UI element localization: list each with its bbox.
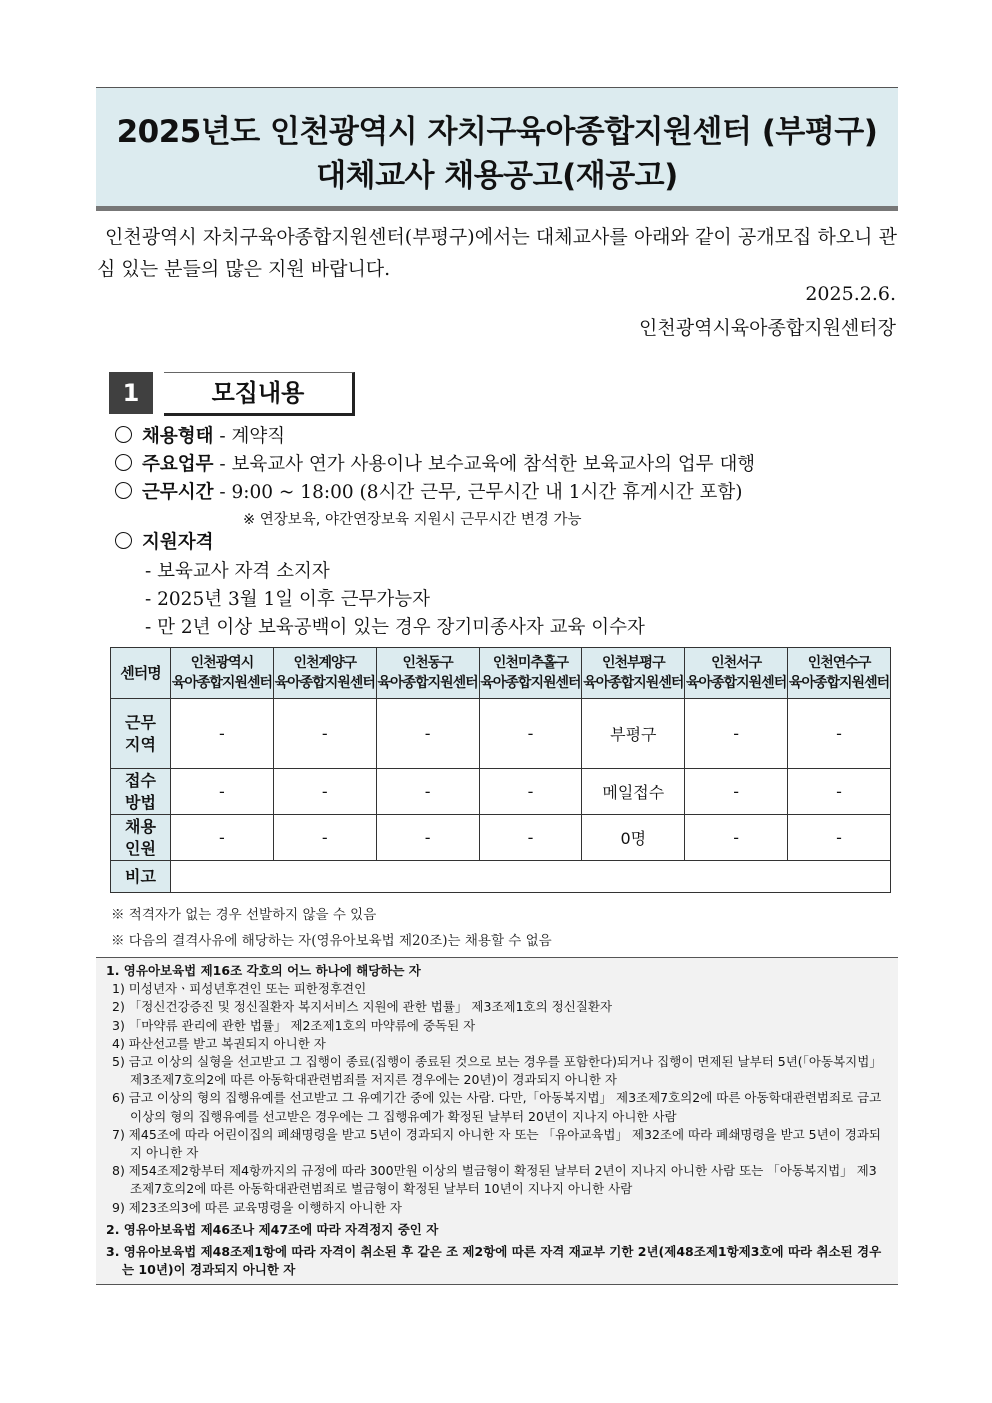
remark-cell: [171, 861, 891, 893]
circle-bullet-icon: [115, 426, 132, 443]
item-work-hours: 근무시간 - 9:00 ~ 18:00 (8시간 근무, 근무시간 내 1시간 휴게시간 포함): [115, 478, 742, 504]
row-label: 채용 인원: [111, 815, 171, 861]
circle-bullet-icon: [115, 454, 132, 471]
circle-bullet-icon: [115, 482, 132, 499]
item-qualifications: 지원자격: [115, 528, 213, 554]
section-title: 모집내용: [164, 372, 355, 416]
table-row: [111, 815, 891, 861]
table-cell: -: [376, 769, 479, 815]
page-subtitle: 대체교사 채용공고(재공고): [316, 158, 678, 194]
row-label: 근무 지역: [111, 699, 171, 769]
qual-item: - 2025년 3월 1일 이후 근무가능자: [145, 589, 430, 610]
table-cell: -: [479, 815, 582, 861]
note-line: ※ 다음의 결격사유에 해당하는 자(영유아보육법 제20조)는 채용할 수 없음: [111, 933, 552, 949]
table-cell: -: [171, 815, 274, 861]
table-cell: -: [273, 815, 376, 861]
circle-bullet-icon: [115, 532, 132, 549]
table-cell: 부평구: [582, 699, 685, 769]
disqual-item: 1) 미성년자ㆍ피성년후견인 또는 피한정후견인: [112, 981, 367, 997]
issuing-org: 인천광역시육아종합지원센터장: [639, 317, 896, 339]
table-cell: -: [479, 699, 582, 769]
disqual-item: 8) 제54조제2항부터 제4항까지의 규정에 따라 300만원 이상의 벌금형이 확정된 날부터 2년이 지나지 아니한 사람 또는 「아동복지법」 제3조제7호의2에 따른 아동학대관련범죄로 벌금형이 확정된 날부터 10년이 지나지 아니한 사람: [112, 1163, 877, 1197]
table-cell: -: [171, 769, 274, 815]
disqual-item: 9) 제23조의3에 따른 교육명령을 이행하지 아니한 자: [112, 1199, 402, 1215]
table-corner-label: 센터명: [111, 648, 171, 699]
disqualification-box: [96, 957, 898, 1285]
title-box: [96, 87, 898, 211]
page-title: 2025년도 인천광역시 자치구육아종합지원센터 (부평구): [116, 114, 878, 150]
table-cell: -: [171, 699, 274, 769]
center-header: 인천동구 육아종합지원센터: [376, 648, 479, 699]
disqual-item: 2) 「정신건강증진 및 정신질환자 복지서비스 지원에 관한 법률」 제3조제1호의 정신질환자: [112, 999, 613, 1015]
qual-item: - 만 2년 이상 보육공백이 있는 경우 장기미종사자 교육 이수자: [145, 617, 645, 638]
center-header: 인천미추홀구 육아종합지원센터: [479, 648, 582, 699]
table-cell: -: [685, 815, 788, 861]
disqual-item: 7) 제45조에 따라 어린이집의 폐쇄명령을 받고 5년이 경과되지 아니한 자 또는 「유아교육법」 제32조에 따라 폐쇄명령을 받고 5년이 경과되지 아니한 자: [112, 1126, 881, 1161]
table-cell: -: [376, 699, 479, 769]
table-cell: -: [376, 815, 479, 861]
item-employment-type: 채용형태 - 계약직: [115, 422, 285, 448]
table-cell: -: [685, 769, 788, 815]
table-row: [111, 699, 891, 769]
disqual-heading: 2. 영유아보육법 제46조나 제47조에 따라 자격정지 중인 자: [106, 1221, 439, 1237]
center-header: 인천연수구 육아종합지원센터: [788, 648, 891, 699]
qual-item: - 보육교사 자격 소지자: [145, 561, 330, 582]
center-header: 인천광역시 육아종합지원센터: [171, 648, 274, 699]
table-cell: 0명: [582, 815, 685, 861]
table-cell: -: [788, 815, 891, 861]
table-row: [111, 769, 891, 815]
table-row-remark: [111, 861, 891, 893]
note-line: ※ 적격자가 없는 경우 선발하지 않을 수 있음: [111, 907, 377, 923]
disqual-item: 5) 금고 이상의 실형을 선고받고 그 집행이 종료(집행이 종료된 것으로 보는 경우를 포함한다)되거나 집행이 면제된 날부터 5년(「아동복지법」 제3조제7호의2에 따른 아동학대관련범죄를 저지른 경우에는 20년)이 경과되지 아니한 자: [112, 1054, 882, 1088]
row-label: 접수 방법: [111, 769, 171, 815]
center-table: [110, 647, 891, 893]
center-header: 인천계양구 육아종합지원센터: [273, 648, 376, 699]
section-number: 1: [109, 372, 153, 414]
table-cell: -: [273, 769, 376, 815]
intro-paragraph: [97, 221, 897, 285]
table-cell: -: [479, 769, 582, 815]
table-cell: -: [685, 699, 788, 769]
center-header: 인천부평구 육아종합지원센터: [582, 648, 685, 699]
disqual-item: 6) 금고 이상의 형의 집행유예를 선고받고 그 유예기간 중에 있는 사람. 다만,「아동복지법」 제3조제7호의2에 따른 아동학대관련범죄로 금고 이상의 형의 집행유예를 선고받은 경우에는 그 집행유예가 확정된 날부터 20년이 지나지 아니한 사람: [112, 1090, 882, 1124]
remark-label: 비고: [111, 861, 171, 893]
table-cell: 메일접수: [582, 769, 685, 815]
notice-date: 2025.2.6.: [805, 283, 896, 305]
disqual-item: 4) 파산선고를 받고 복권되지 아니한 자: [112, 1035, 326, 1051]
hours-note: ※ 연장보육, 야간연장보육 지원시 근무시간 변경 가능: [243, 512, 582, 528]
center-header: 인천서구 육아종합지원센터: [685, 648, 788, 699]
disqual-heading: 1. 영유아보육법 제16조 각호의 어느 하나에 해당하는 자: [106, 963, 421, 978]
table-cell: -: [788, 769, 891, 815]
table-header-row: [111, 648, 891, 699]
intro-text: 인천광역시 자치구육아종합지원센터(부평구)에서는 대체교사를 아래와 같이 공개모집 하오니 관심 있는 분들의 많은 지원 바랍니다.: [97, 226, 897, 280]
table-cell: -: [273, 699, 376, 769]
disqual-heading: 3. 영유아보육법 제48조제1항에 따라 자격이 취소된 후 같은 조 제2항에 따른 자격 재교부 기한 2년(제48조제1항제3호에 따라 취소된 경우는 10년)이 경과되지 아니한 자: [106, 1244, 882, 1278]
disqual-item: 3) 「마약류 관리에 관한 법률」 제2조제1호의 마약류에 중독된 자: [112, 1017, 476, 1033]
item-main-duties: 주요업무 - 보육교사 연가 사용이나 보수교육에 참석한 보육교사의 업무 대행: [115, 450, 755, 476]
table-cell: -: [788, 699, 891, 769]
